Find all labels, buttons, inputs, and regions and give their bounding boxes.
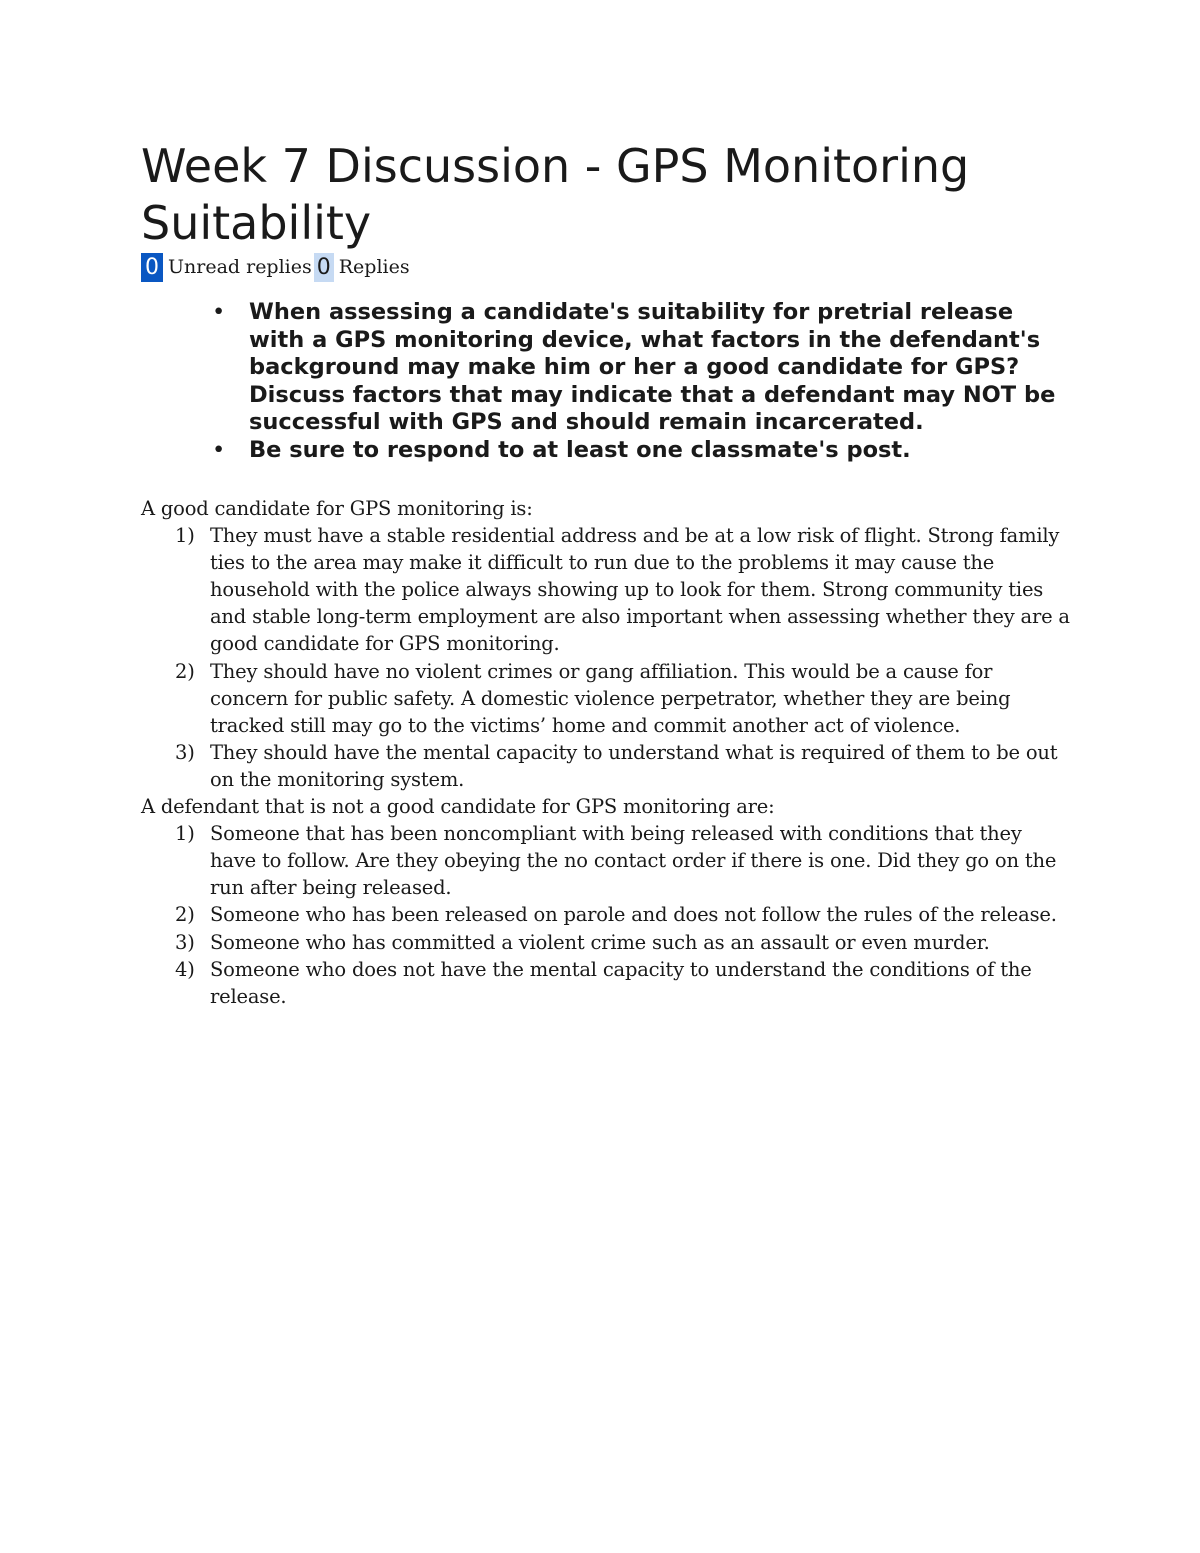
- unread-replies-label: Unread replies: [168, 256, 312, 278]
- prompt-text: Be sure to respond to at least one classmate's post.: [249, 436, 911, 463]
- list-marker: 3): [175, 930, 195, 954]
- discussion-prompts: [141, 299, 1071, 464]
- list-item-text: Someone who does not have the mental capacity to understand the conditions of the release.: [210, 957, 1032, 1008]
- list-item-text: Someone who has committed a violent crime such as an assault or even murder.: [210, 930, 990, 954]
- list-item: [175, 658, 1071, 739]
- list-item-text: They should have no violent crimes or gang affiliation. This would be a cause for concern for public safety. A domestic violence perpetrator, whether they are being tracked still may go to the victims’ home and commit another act of violence.: [210, 659, 1011, 737]
- bad-candidate-list: [141, 820, 1071, 1010]
- list-item-text: Someone that has been noncompliant with being released with conditions that they have to follow. Are they obeying the no contact order if there is one. Did they go on the run after being released.: [210, 822, 1057, 900]
- total-replies-badge[interactable]: 0: [314, 253, 334, 282]
- prompt-text: When assessing a candidate's suitability for pretrial release with a GPS monitoring device, what factors in the defendant's background may make him or her a good candidate for GPS? Discuss factors that may indicate that a defendant may NOT be successful with GPS and should remain incarcerated.: [249, 299, 1056, 435]
- good-candidate-list: [141, 522, 1071, 793]
- list-marker: 4): [175, 957, 195, 981]
- list-marker: 1): [175, 524, 195, 548]
- list-marker: 1): [175, 822, 195, 846]
- total-replies-label: Replies: [338, 256, 410, 278]
- list-marker: 3): [175, 740, 195, 764]
- page-title: Week 7 Discussion - GPS Monitoring Suitability: [141, 139, 970, 250]
- list-item-text: Someone who has been released on parole and does not follow the rules of the release.: [210, 903, 1057, 927]
- list-item-text: They should have the mental capacity to understand what is required of them to be out on the monitoring system.: [210, 740, 1058, 791]
- list-item-text: They must have a stable residential address and be at a low risk of flight. Strong family ties to the area may make it difficult to run due to the problems it may cause the household with the police always showing up to look for them. Strong community ties and stable long-term employment are also important when assessing whether they are a good candidate for GPS monitoring.: [210, 524, 1070, 656]
- list-item: [175, 901, 1071, 928]
- list-marker: 2): [175, 659, 195, 683]
- list-item: [175, 522, 1071, 657]
- response-body: [141, 495, 1071, 1010]
- document-page: [141, 138, 1071, 1010]
- bad-candidate-heading: A defendant that is not a good candidate for GPS monitoring are:: [141, 795, 775, 819]
- reply-counts: [141, 253, 1071, 282]
- prompt-item: [212, 299, 1071, 437]
- good-candidate-heading: A good candidate for GPS monitoring is:: [141, 497, 533, 520]
- unread-replies-badge[interactable]: 0: [141, 253, 163, 282]
- list-item: [175, 820, 1071, 901]
- bullet-icon: •: [212, 436, 226, 463]
- bullet-icon: •: [212, 299, 226, 325]
- list-item: [175, 929, 1071, 956]
- list-item: [175, 739, 1071, 793]
- list-item: [175, 956, 1071, 1010]
- list-marker: 2): [175, 903, 195, 927]
- prompt-item: [212, 436, 1071, 465]
